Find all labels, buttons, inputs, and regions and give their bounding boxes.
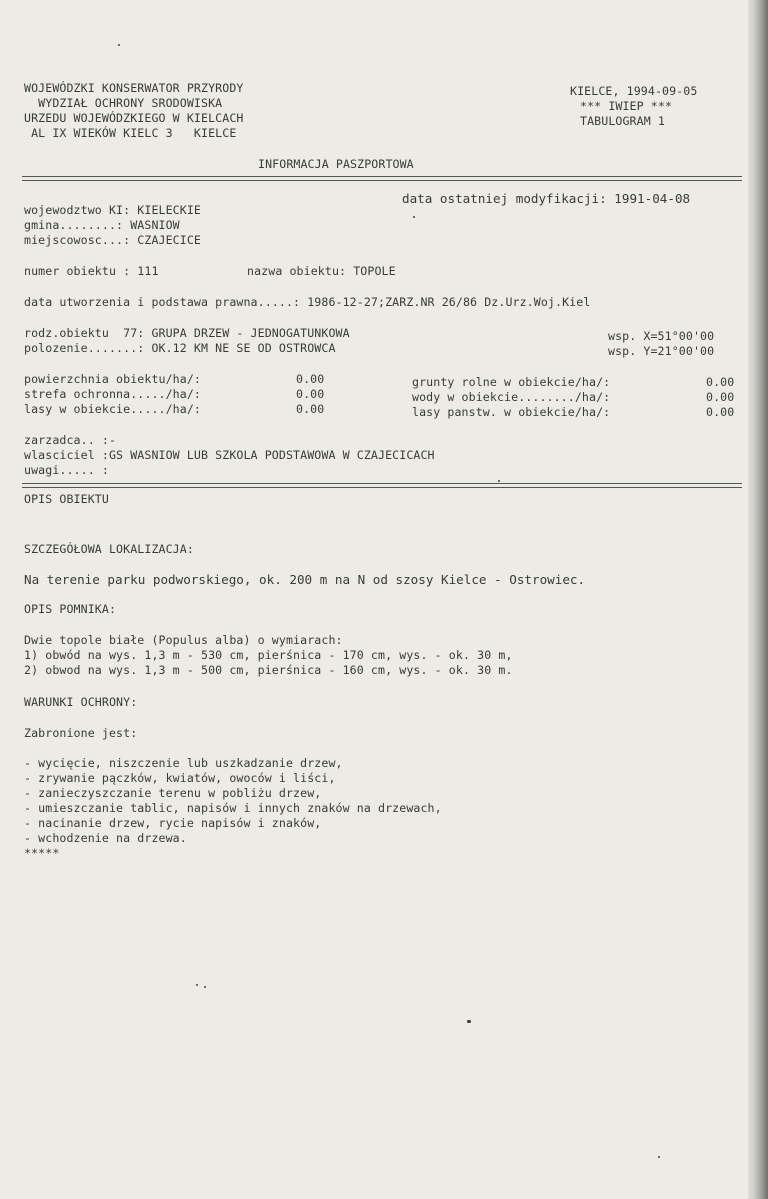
- area-label: lasy w obiekcie...../ha/:: [24, 402, 202, 416]
- scan-speck: [196, 984, 198, 986]
- area-label: lasy panstw. w obiekcie/ha/:: [412, 405, 611, 419]
- prohibition-item: - wchodzenie na drzewa.: [24, 831, 187, 845]
- pomnik-line: Dwie topole białe (Populus alba) o wymiarach:: [24, 633, 343, 647]
- header-institution-line: WOJEWÓDZKI KONSERWATOR PRZYRODY: [24, 81, 244, 95]
- field-wojewodztwo: wojewodztwo KI: KIELECKIE: [24, 203, 202, 217]
- section-heading-lokalizacja: SZCZEGÓŁOWA LOKALIZACJA:: [24, 542, 194, 556]
- field-nazwa-obiektu: nazwa obiektu: TOPOLE: [247, 264, 396, 278]
- section-heading-opis: OPIS OBIEKTU: [24, 492, 109, 506]
- header-institution-line: WYDZIAŁ OCHRONY SRODOWISKA: [24, 96, 223, 110]
- area-label: powierzchnia obiektu/ha/:: [24, 372, 202, 386]
- top-divider: [22, 176, 742, 181]
- field-miejscowosc: miejscowosc...: CZAJECICE: [24, 233, 202, 247]
- section-heading-pomnik: OPIS POMNIKA:: [24, 602, 117, 616]
- document-title: INFORMACJA PASZPORTOWA: [258, 157, 414, 171]
- scan-speck: [658, 1156, 660, 1158]
- scan-speck: [498, 480, 500, 482]
- area-value: 0.00: [706, 405, 735, 419]
- field-wsp-x: wsp. X=51°00'00: [608, 329, 715, 343]
- field-uwagi: uwagi..... :: [24, 463, 109, 477]
- area-value: 0.00: [296, 387, 325, 401]
- area-value: 0.00: [296, 372, 325, 386]
- header-date: KIELCE, 1994-09-05: [570, 84, 698, 98]
- header-institution-line: AL IX WIEKÓW KIELC 3 KIELCE: [24, 126, 237, 140]
- area-value: 0.00: [706, 375, 735, 389]
- mid-divider: [22, 483, 742, 488]
- last-modified: data ostatniej modyfikacji: 1991-04-08: [402, 191, 691, 206]
- end-mark: *****: [24, 846, 60, 860]
- prohibition-item: - umieszczanie tablic, napisów i innych znaków na drzewach,: [24, 801, 442, 815]
- pomnik-line: 1) obwód na wys. 1,3 m - 530 cm, pierśnica - 170 cm, wys. - ok. 30 m,: [24, 648, 513, 662]
- field-gmina: gmina........: WASNIOW: [24, 218, 180, 232]
- pomnik-line: 2) obwod na wys. 1,3 m - 500 cm, pierśnica - 160 cm, wys. - ok. 30 m.: [24, 663, 513, 677]
- scan-speck: [118, 44, 120, 46]
- prohibition-item: - wycięcie, niszczenie lub uszkadzanie drzew,: [24, 756, 343, 770]
- section-heading-warunki: WARUNKI OCHRONY:: [24, 695, 138, 709]
- prohibition-item: - zanieczyszczanie terenu w pobliżu drzew,: [24, 786, 322, 800]
- field-numer-obiektu: numer obiektu : 111: [24, 264, 159, 278]
- area-label: wody w obiekcie......../ha/:: [412, 390, 611, 404]
- area-value: 0.00: [296, 402, 325, 416]
- area-label: grunty rolne w obiekcie/ha/:: [412, 375, 611, 389]
- field-zarzadca: zarzadca.. :-: [24, 433, 117, 447]
- area-label: strefa ochronna...../ha/:: [24, 387, 202, 401]
- field-polozenie: polozenie.......: OK.12 KM NE SE OD OSTROWCA: [24, 341, 336, 355]
- lokalizacja-text: Na terenie parku podworskiego, ok. 200 m na N od szosy Kielce - Ostrowiec.: [24, 572, 586, 587]
- field-wsp-y: wsp. Y=21°00'00: [608, 344, 715, 358]
- field-wlasciciel: wlasciciel :GS WASNIOW LUB SZKOLA PODSTAWOWA W CZAJECICACH: [24, 448, 435, 462]
- header-tabulogram: TABULOGRAM 1: [580, 114, 665, 128]
- field-rodz-obiektu: rodz.obiektu 77: GRUPA DRZEW - JEDNOGATUNKOWA: [24, 326, 350, 340]
- prohibition-item: - nacinanie drzew, rycie napisów i znaków,: [24, 816, 322, 830]
- field-data-utworzenia: data utworzenia i podstawa prawna.....: 1986-12-27;ZARZ.NR 26/86 Dz.Urz.Woj.Kiel: [24, 295, 591, 309]
- header-institution-line: URZEDU WOJEWÓDZKIEGO W KIELCACH: [24, 111, 244, 125]
- scan-speck: [204, 986, 206, 988]
- area-value: 0.00: [706, 390, 735, 404]
- scan-speck: [467, 1020, 471, 1023]
- scan-speck: [413, 216, 415, 218]
- prohibition-item: - zrywanie pączków, kwiatów, owoców i liści,: [24, 771, 336, 785]
- zabronione-heading: Zabronione jest:: [24, 726, 138, 740]
- header-system: *** IWIEP ***: [580, 99, 673, 113]
- scan-page-edge: [748, 0, 768, 1199]
